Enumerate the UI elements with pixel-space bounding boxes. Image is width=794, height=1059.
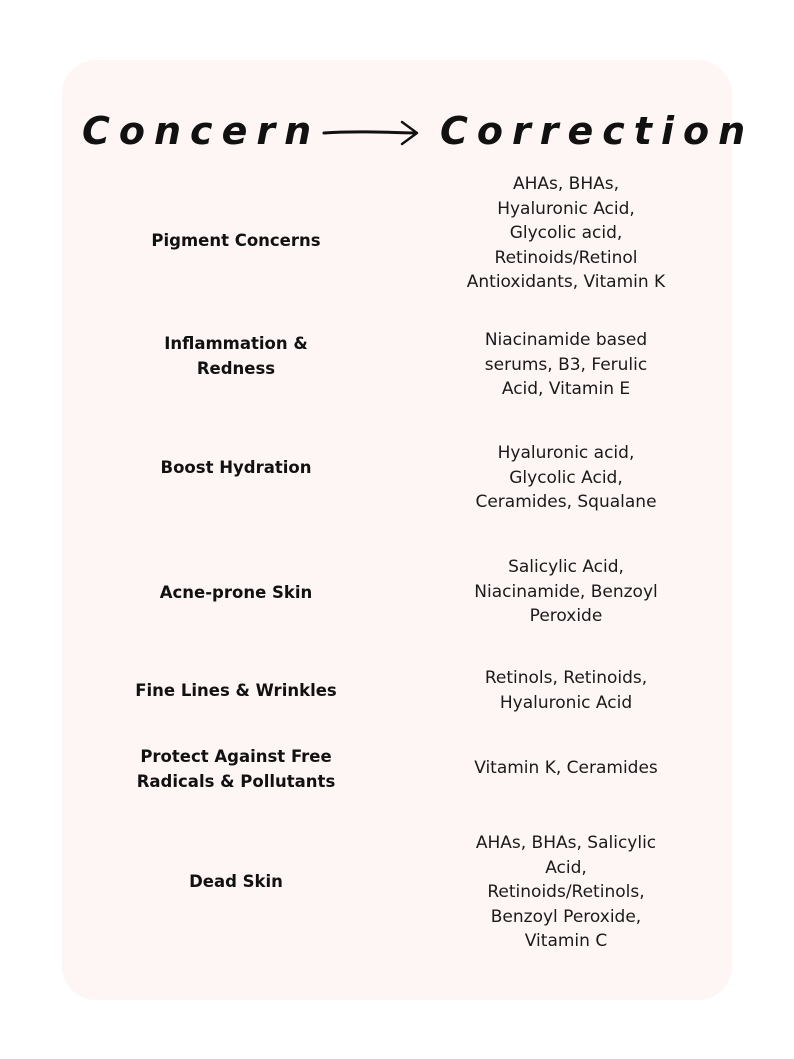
concern-label: Dead Skin	[189, 872, 283, 891]
correction-text: AHAs, BHAs, Hyaluronic Acid, Glycolic acid, Retinoids/Retinol Antioxidants, Vitamin K	[466, 174, 666, 292]
concern-label: Inflammation & Redness	[164, 334, 308, 378]
concern-label: Boost Hydration	[160, 458, 312, 477]
concern-label: Pigment Concerns	[151, 231, 321, 250]
concern-label: Acne-prone Skin	[159, 583, 313, 602]
correction-text: AHAs, BHAs, Salicylic Acid, Retinoids/Retinols, Benzoyl Peroxide, Vitamin C	[475, 833, 657, 951]
correction-text: Vitamin K, Ceramides	[474, 758, 658, 778]
concern-label: Protect Against Free Radicals & Pollutants	[136, 747, 336, 791]
header	[0, 108, 794, 158]
correction-heading: Correction	[440, 109, 755, 153]
concern-label: Fine Lines & Wrinkles	[135, 681, 337, 700]
correction-text: Hyaluronic acid, Glycolic Acid, Ceramides, Squalane	[475, 443, 657, 512]
correction-text: Niacinamide based serums, B3, Ferulic Acid, Vitamin E	[484, 330, 648, 399]
correction-text: Salicylic Acid, Niacinamide, Benzoyl Peroxide	[474, 557, 658, 626]
concern-heading: Concern	[82, 109, 321, 153]
arrow-right-icon	[322, 118, 422, 146]
correction-text: Retinols, Retinoids, Hyaluronic Acid	[484, 668, 648, 713]
